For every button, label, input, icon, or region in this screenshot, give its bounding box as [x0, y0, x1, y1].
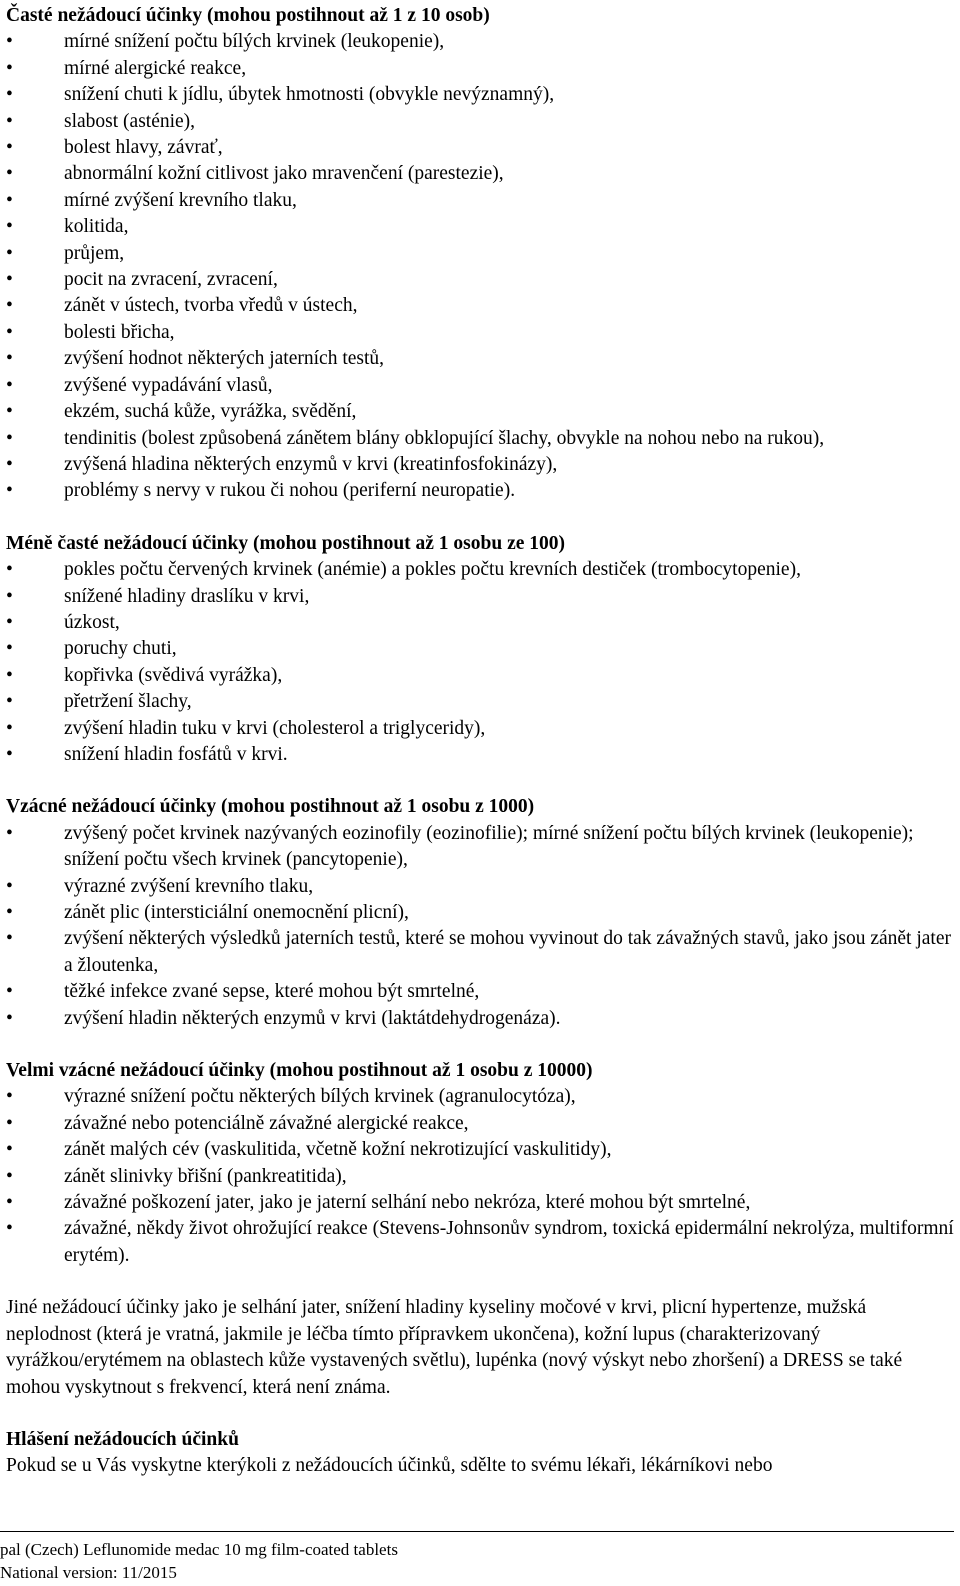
- list-item: • zánět slinivky břišní (pankreatitida),: [6, 1164, 956, 1190]
- effects-list: [6, 821, 956, 1032]
- bullet-icon: •: [6, 427, 13, 449]
- bullet-icon: •: [6, 611, 13, 633]
- bullet-icon: •: [6, 480, 13, 502]
- bullet-icon: •: [6, 1007, 13, 1029]
- bullet-icon: •: [6, 638, 13, 660]
- bullet-icon: •: [6, 401, 13, 423]
- bullet-icon: •: [6, 348, 13, 370]
- list-item: • zánět v ústech, tvorba vředů v ústech,: [6, 293, 956, 319]
- list-item: • zvýšený počet krvinek nazývaných eozinofily (eozinofilie); mírné snížení počtu bílých krvinek (leukopenie); snížení počtu všech krvinek (pancytopenie),: [6, 822, 914, 871]
- bullet-icon: •: [6, 189, 13, 211]
- section-heading: Časté nežádoucí účinky (mohou postihnout až 1 z 10 osob): [6, 5, 490, 26]
- footer-product-line: pal (Czech) Leflunomide medac 10 mg film-coated tablets: [0, 1540, 398, 1559]
- other-effects-paragraph: Jiné nežádoucí účinky jako je selhání jater, snížení hladiny kyseliny močové v krvi, plicní hypertenze, mužská neplodnost (která je vratná, jakmile je léčba tímto přípravkem ukončena), kožní lupus (charakterizovaný vyrážkou/erytémem na oblastech kůže vystavených světlu), lupénka (nový výskyt nebo zhoršení) a DRESS se také mohou vyskytnout s frekvencí, která není známa.: [6, 1297, 903, 1398]
- bullet-icon: •: [6, 902, 13, 923]
- bullet-icon: •: [6, 1165, 13, 1187]
- list-item: • těžké infekce zvané sepse, které mohou být smrtelné,: [6, 979, 956, 1005]
- bullet-icon: •: [6, 691, 13, 713]
- list-item: • mírné zvýšení krevního tlaku,: [6, 188, 956, 214]
- list-item: • slabost (asténie),: [6, 109, 956, 135]
- list-item: • ekzém, suchá kůže, vyrážka, svědění,: [6, 399, 956, 425]
- bullet-icon: •: [6, 981, 13, 1003]
- bullet-icon: •: [6, 1218, 13, 1240]
- bullet-icon: •: [6, 137, 13, 159]
- list-item: • kopřivka (svědivá vyrážka),: [6, 663, 956, 689]
- bullet-icon: •: [6, 1139, 13, 1161]
- bullet-icon: •: [6, 585, 13, 607]
- list-item: • mírné alergické reakce,: [6, 56, 956, 82]
- section-heading: Méně časté nežádoucí účinky (mohou postihnout až 1 osobu ze 100): [6, 532, 566, 554]
- list-item: • pokles počtu červených krvinek (anémie) a pokles počtu krevních destiček (trombocytopenie),: [6, 557, 956, 583]
- bullet-icon: •: [6, 559, 13, 581]
- reporting-heading: Hlášení nežádoucích účinků: [6, 1428, 239, 1450]
- section-uncommon: [6, 531, 956, 769]
- effects-list: [6, 29, 956, 504]
- reporting-text: Pokud se u Vás vyskytne kterýkoli z nežádoucích účinků, sdělte to svému lékaři, lékárníkovi nebo: [6, 1455, 773, 1477]
- list-item: • zvýšení hladin některých enzymů v krvi (laktátdehydrogenáza).: [6, 1006, 956, 1032]
- list-item: • zánět plic (intersticiální onemocnění plicní),: [6, 900, 956, 926]
- list-item: • úzkost,: [6, 610, 956, 636]
- list-item: • zvýšení některých výsledků jaterních testů, které se mohou vyvinout do tak závažných stavů, jako jsou zánět jater a žloutenka,: [6, 928, 951, 976]
- list-item: • zvýšené vypadávání vlasů,: [6, 373, 956, 399]
- bullet-icon: •: [6, 743, 13, 765]
- section-rare: [6, 794, 956, 1032]
- page-footer: [0, 1531, 954, 1584]
- bullet-icon: •: [6, 57, 13, 79]
- bullet-icon: •: [6, 664, 13, 686]
- section-common: [6, 3, 956, 505]
- reporting-section: [6, 1427, 956, 1480]
- footer-version-line: National version: 11/2015: [0, 1563, 177, 1582]
- bullet-icon: •: [6, 84, 13, 106]
- list-item: • zvýšení hodnot některých jaterních testů,: [6, 346, 956, 372]
- bullet-icon: •: [6, 216, 13, 238]
- bullet-icon: •: [6, 163, 13, 185]
- list-item: • pocit na zvracení, zvracení,: [6, 267, 956, 293]
- effects-list: [6, 1084, 956, 1269]
- list-item: • závažné, někdy život ohrožující reakce (Stevens-Johnsonův syndrom, toxická epidermální nekrolýza, multiformní erytém).: [6, 1218, 954, 1266]
- bullet-icon: •: [6, 453, 13, 475]
- bullet-icon: •: [6, 321, 13, 343]
- effects-list: [6, 557, 956, 768]
- section-heading: Velmi vzácné nežádoucí účinky (mohou postihnout až 1 osobu z 10000): [6, 1060, 593, 1082]
- bullet-icon: •: [6, 717, 13, 739]
- section-very-rare: [6, 1058, 956, 1269]
- list-item: • zvýšení hladin tuku v krvi (cholesterol a triglyceridy),: [6, 716, 956, 742]
- list-item: • průjem,: [6, 241, 956, 267]
- list-item: • výrazné snížení počtu některých bílých krvinek (agranulocytóza),: [6, 1084, 956, 1110]
- list-item: • závažné nebo potenciálně závažné alergické reakce,: [6, 1111, 956, 1137]
- list-item: • závažné poškození jater, jako je jaterní selhání nebo nekróza, které mohou být smrtelné,: [6, 1190, 956, 1216]
- list-item: • kolitida,: [6, 214, 956, 240]
- bullet-icon: •: [6, 1086, 13, 1108]
- bullet-icon: •: [6, 875, 13, 897]
- list-item: • přetržení šlachy,: [6, 689, 956, 715]
- list-item: • tendinitis (bolest způsobená zánětem blány obklopující šlachy, obvykle na nohou nebo na rukou),: [6, 426, 956, 452]
- bullet-icon: •: [6, 1192, 13, 1214]
- list-item: • poruchy chuti,: [6, 636, 956, 662]
- bullet-icon: •: [6, 110, 13, 132]
- list-item: • výrazné zvýšení krevního tlaku,: [6, 874, 956, 900]
- bullet-icon: •: [6, 928, 13, 950]
- document-page: [6, 3, 956, 1480]
- list-item: • zánět malých cév (vaskulitida, včetně kožní nekrotizující vaskulitidy),: [6, 1137, 956, 1163]
- list-item: • zvýšená hladina některých enzymů v krvi (kreatinfosfokinázy),: [6, 452, 956, 478]
- list-item: • mírné snížení počtu bílých krvinek (leukopenie),: [6, 29, 956, 55]
- bullet-icon: •: [6, 242, 13, 264]
- section-heading: Vzácné nežádoucí účinky (mohou postihnout až 1 osobu z 1000): [6, 796, 535, 818]
- bullet-icon: •: [6, 31, 13, 53]
- list-item: • bolest hlavy, závrať,: [6, 135, 956, 161]
- list-item: • problémy s nervy v rukou či nohou (periferní neuropatie).: [6, 478, 956, 504]
- bullet-icon: •: [6, 269, 13, 291]
- list-item: • abnormální kožní citlivost jako mravenčení (parestezie),: [6, 161, 956, 187]
- bullet-icon: •: [6, 295, 13, 317]
- bullet-icon: •: [6, 374, 13, 396]
- list-item: • snížené hladiny draslíku v krvi,: [6, 584, 956, 610]
- list-item: • snížení chuti k jídlu, úbytek hmotnosti (obvykle nevýznamný),: [6, 82, 956, 108]
- bullet-icon: •: [6, 822, 13, 844]
- list-item: • snížení hladin fosfátů v krvi.: [6, 742, 956, 768]
- bullet-icon: •: [6, 1112, 13, 1134]
- list-item: • bolesti břicha,: [6, 320, 956, 346]
